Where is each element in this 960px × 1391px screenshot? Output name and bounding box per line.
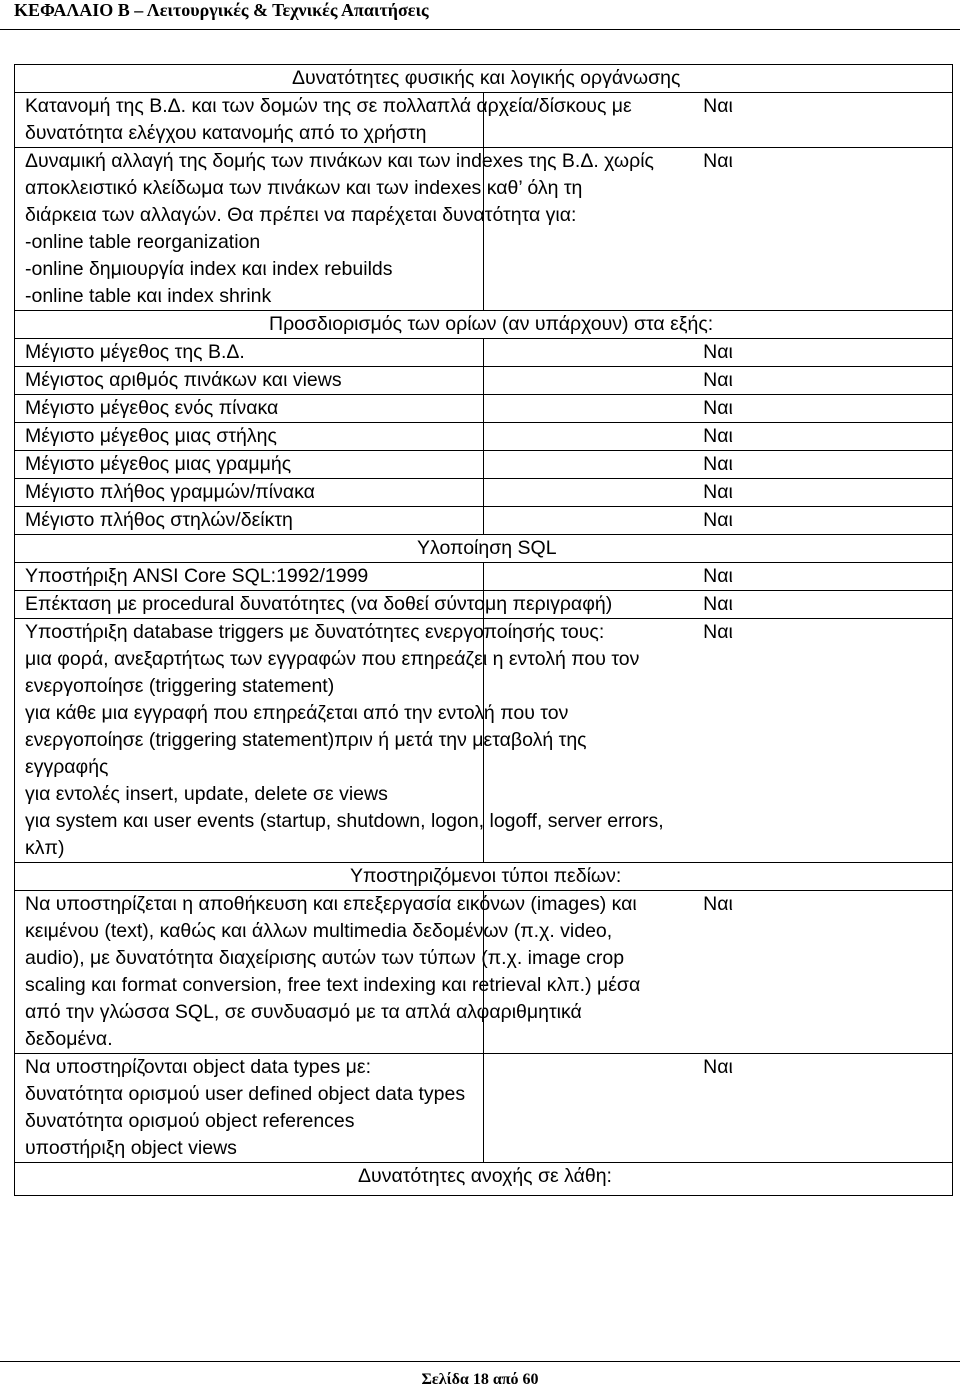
requirement-description bbox=[15, 339, 484, 367]
table-row bbox=[15, 395, 953, 423]
requirement-line: Μέγιστο μέγεθος μιας γραμμής bbox=[25, 453, 292, 475]
requirements-table bbox=[14, 64, 953, 1196]
requirement-answer: Ναι bbox=[484, 619, 953, 863]
section-limits: Προσδιορισμός των ορίων (αν υπάρχουν) στα εξής: bbox=[15, 311, 953, 339]
requirement-description bbox=[15, 619, 664, 863]
table-row bbox=[15, 619, 953, 863]
requirement-answer: Ναι bbox=[484, 1054, 953, 1163]
requirement-line: -online δημιουργία index και index rebuilds bbox=[25, 258, 393, 280]
requirement-line: για system και user events (startup, shutdown, logon, logoff, server errors, bbox=[25, 810, 664, 832]
footer-rule bbox=[0, 1361, 960, 1362]
requirement-line: δυνατότητα ορισμού user defined object data types bbox=[25, 1083, 466, 1105]
requirement-description bbox=[15, 367, 484, 395]
table-row bbox=[15, 451, 953, 479]
requirement-line: Μέγιστο μέγεθος μιας στήλης bbox=[25, 425, 277, 447]
table-row bbox=[15, 1054, 953, 1163]
requirement-line: δυνατότητα ορισμού object references bbox=[25, 1110, 355, 1132]
section-row bbox=[15, 1163, 953, 1196]
requirement-description bbox=[15, 451, 484, 479]
requirement-description bbox=[15, 93, 632, 148]
section-row bbox=[15, 863, 953, 891]
requirement-line: Μέγιστο πλήθος γραμμών/πίνακα bbox=[25, 481, 315, 503]
requirement-answer: Ναι bbox=[484, 591, 953, 619]
table-row bbox=[15, 148, 953, 311]
requirement-answer: Ναι bbox=[484, 93, 953, 148]
requirement-description bbox=[15, 591, 613, 619]
requirement-answer: Ναι bbox=[484, 339, 953, 367]
table-row bbox=[15, 891, 953, 1054]
table-row bbox=[15, 339, 953, 367]
section-physical-logical: Δυνατότητες φυσικής και λογικής οργάνωσης bbox=[15, 65, 953, 93]
requirement-line: διάρκεια των αλλαγών. Θα πρέπει να παρέχεται δυνατότητα για: bbox=[25, 204, 577, 226]
requirement-answer: Ναι bbox=[484, 479, 953, 507]
requirement-line: Να υποστηρίζεται η αποθήκευση και επεξεργασία εικόνων (images) και bbox=[25, 893, 637, 915]
table-row bbox=[15, 563, 953, 591]
table-row bbox=[15, 507, 953, 535]
requirement-line: Υποστήριξη ANSI Core SQL:1992/1999 bbox=[25, 565, 369, 587]
requirement-line: ενεργοποίησε (triggering statement) bbox=[25, 675, 335, 697]
requirement-line: Επέκταση με procedural δυνατότητες (να δοθεί σύντομη περιγραφή) bbox=[25, 593, 613, 615]
requirement-answer: Ναι bbox=[484, 451, 953, 479]
requirement-line: Μέγιστο μέγεθος ενός πίνακα bbox=[25, 397, 279, 419]
requirement-line: κειμένου (text), καθώς και άλλων multimedia δεδομένων (π.χ. video, bbox=[25, 920, 613, 942]
requirement-line: δεδομένα. bbox=[25, 1028, 113, 1050]
requirement-line: Μέγιστο μέγεθος της Β.Δ. bbox=[25, 341, 245, 363]
requirement-line: από την γλώσσα SQL, σε συνδυασμό με τα απλά αλφαριθμητικά bbox=[25, 1001, 582, 1023]
table-row bbox=[15, 367, 953, 395]
table-row bbox=[15, 423, 953, 451]
requirement-answer: Ναι bbox=[484, 423, 953, 451]
section-row bbox=[15, 535, 953, 563]
table-row bbox=[15, 93, 953, 148]
table-row bbox=[15, 479, 953, 507]
page-number: Σελίδα 18 από 60 bbox=[421, 1371, 539, 1388]
section-fault-tolerance: Δυνατότητες ανοχής σε λάθη: bbox=[15, 1163, 953, 1196]
requirement-description bbox=[15, 395, 484, 423]
section-field-types: Υποστηριζόμενοι τύποι πεδίων: bbox=[15, 863, 953, 891]
section-sql: Υλοποίηση SQL bbox=[15, 535, 953, 563]
chapter-header: ΚΕΦΑΛΑΙΟ Β – Λειτουργικές & Τεχνικές Απαιτήσεις bbox=[14, 0, 429, 20]
requirement-line: audio), με δυνατότητα διαχείρισης αυτών των τύπων (π.χ. image crop bbox=[25, 947, 625, 969]
header-rule bbox=[0, 29, 960, 30]
requirement-description bbox=[15, 148, 654, 311]
requirement-line: -online table reorganization bbox=[25, 231, 261, 253]
requirement-answer: Ναι bbox=[484, 891, 953, 1054]
requirement-description bbox=[15, 891, 641, 1054]
requirement-line: εγγραφής bbox=[25, 756, 109, 778]
requirement-line: Μέγιστος αριθμός πινάκων και views bbox=[25, 369, 342, 391]
table-row bbox=[15, 591, 953, 619]
section-row bbox=[15, 65, 953, 93]
requirement-line: Υποστήριξη database triggers με δυνατότητες ενεργοποίησής τους: bbox=[25, 621, 605, 643]
requirement-line: scaling και format conversion, free text indexing και retrieval κλπ.) μέσα bbox=[25, 974, 641, 996]
requirement-answer: Ναι bbox=[484, 395, 953, 423]
requirement-line: δυνατότητα ελέγχου κατανομής από το χρήστη bbox=[25, 122, 427, 144]
requirement-description bbox=[15, 507, 484, 535]
requirement-line: Κατανομή της Β.Δ. και των δομών της σε πολλαπλά αρχεία/δίσκους με bbox=[25, 95, 632, 117]
requirement-line: κλπ) bbox=[25, 837, 65, 859]
requirement-line: αποκλειστικό κλείδωμα των πινάκων και των indexes καθ’ όλη τη bbox=[25, 177, 583, 199]
requirement-answer: Ναι bbox=[484, 148, 953, 311]
requirement-line: μια φορά, ανεξαρτήτως των εγγραφών που επηρεάζει η εντολή που τον bbox=[25, 648, 640, 670]
requirement-line: για κάθε μια εγγραφή που επηρεάζεται από την εντολή που τον bbox=[25, 702, 569, 724]
requirement-description bbox=[15, 1054, 484, 1163]
section-row bbox=[15, 311, 953, 339]
requirement-answer: Ναι bbox=[484, 563, 953, 591]
requirement-description bbox=[15, 563, 484, 591]
requirement-line: για εντολές insert, update, delete σε views bbox=[25, 783, 388, 805]
requirement-line: Δυναμική αλλαγή της δομής των πινάκων και των indexes της Β.Δ. χωρίς bbox=[25, 150, 654, 172]
requirement-answer: Ναι bbox=[484, 507, 953, 535]
requirement-line: -online table και index shrink bbox=[25, 285, 272, 307]
requirement-line: Να υποστηρίζονται object data types με: bbox=[25, 1056, 372, 1078]
requirement-answer: Ναι bbox=[484, 367, 953, 395]
requirement-line: υποστήριξη object views bbox=[25, 1137, 237, 1159]
requirement-line: ενεργοποίησε (triggering statement)πριν ή μετά την μεταβολή της bbox=[25, 729, 587, 751]
requirement-description bbox=[15, 423, 484, 451]
requirement-description bbox=[15, 479, 484, 507]
requirement-line: Μέγιστο πλήθος στηλών/δείκτη bbox=[25, 509, 293, 531]
